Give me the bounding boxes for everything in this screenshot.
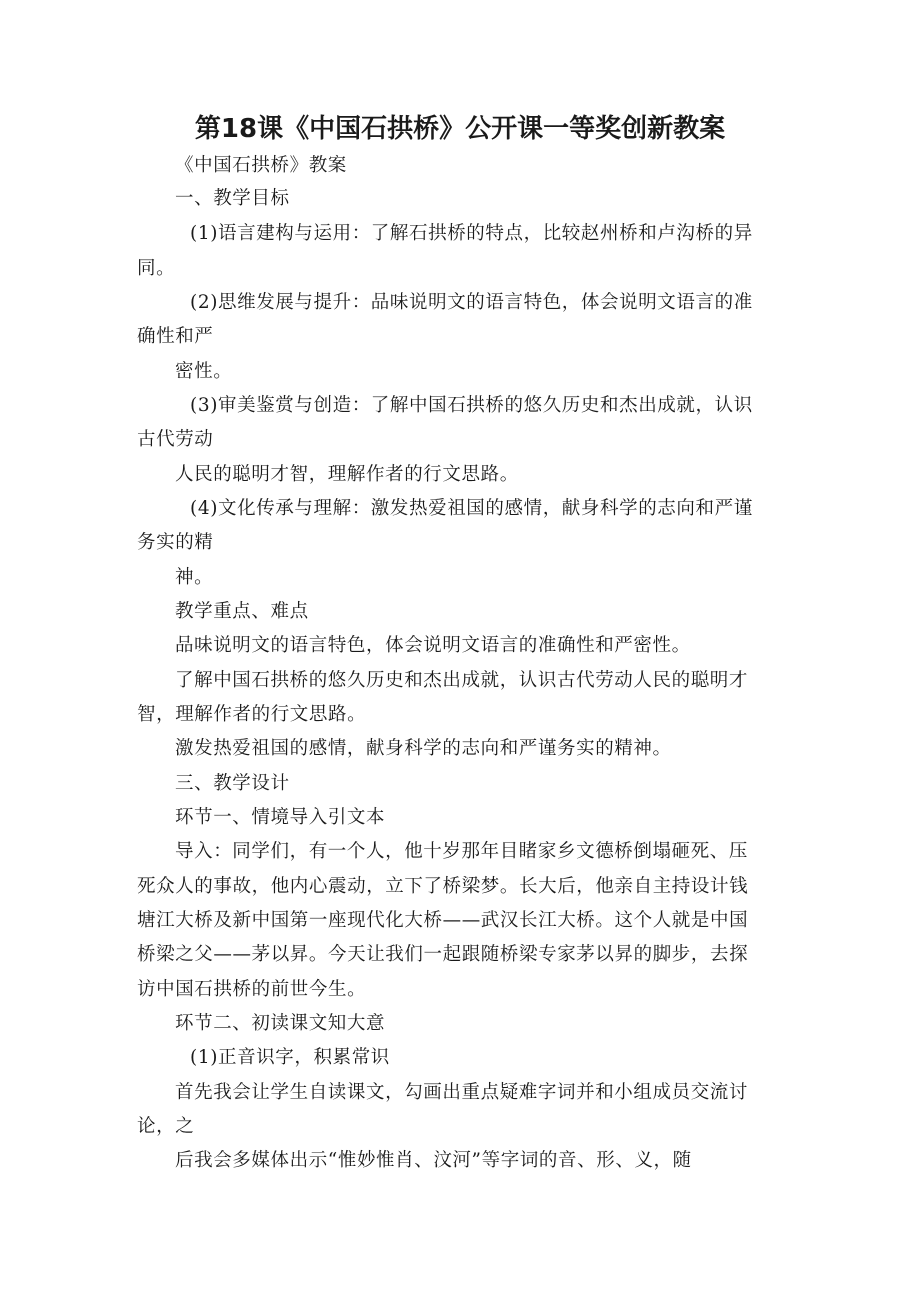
paragraph-line: 塘江大桥及新中国第一座现代化大桥——武汉长江大桥。这个人就是中国 <box>137 910 749 931</box>
paragraph-line: 同。 <box>137 258 176 279</box>
paragraph-line: 务实的精 <box>137 532 214 553</box>
paragraph-line: 了解中国石拱桥的悠久历史和杰出成就，认识古代劳动人民的聪明才 <box>175 670 749 691</box>
paragraph-line: 古代劳动 <box>137 429 214 450</box>
subsection-heading: 环节二、初读课文知大意 <box>175 1013 386 1034</box>
paragraph-line: 密性。 <box>175 361 233 382</box>
document-title: 第18课《中国石拱桥》公开课一等奖创新教案 <box>194 114 726 144</box>
subsection-heading: 环节一、情境导入引文本 <box>175 807 386 828</box>
paragraph-line: 论，之 <box>137 1116 195 1137</box>
paragraph-line: (1)正音识字，积累常识 <box>190 1047 390 1068</box>
paragraph-line: 品味说明文的语言特色，体会说明文语言的准确性和严密性。 <box>175 635 691 656</box>
paragraph-line: 神。 <box>175 567 214 588</box>
paragraph-line: (3)审美鉴赏与创造：了解中国石拱桥的悠久历史和杰出成就，认识 <box>190 395 753 416</box>
paragraph-line: 桥梁之父——茅以昇。今天让我们一起跟随桥梁专家茅以昇的脚步，去探 <box>137 944 749 965</box>
paragraph-line: 首先我会让学生自读课文，勾画出重点疑难字词并和小组成员交流讨 <box>175 1082 749 1103</box>
paragraph-line: 智，理解作者的行文思路。 <box>137 704 367 725</box>
section-heading: 一、教学目标 <box>175 188 290 209</box>
paragraph-line: 导入：同学们，有一个人，他十岁那年目睹家乡文德桥倒塌砸死、压 <box>175 841 749 862</box>
paragraph-line: 激发热爱祖国的感情，献身科学的志向和严谨务实的精神。 <box>175 738 672 759</box>
paragraph-line: (4)文化传承与理解：激发热爱祖国的感情，献身科学的志向和严谨 <box>190 498 753 519</box>
doc-subtitle: 《中国石拱桥》教案 <box>175 155 347 176</box>
paragraph-line: 后我会多媒体出示“惟妙惟肖、汶河”等字词的音、形、义，随 <box>175 1150 692 1171</box>
paragraph-line: 人民的聪明才智，理解作者的行文思路。 <box>175 464 519 485</box>
paragraph-line: (1)语言建构与运用：了解石拱桥的特点，比较赵州桥和卢沟桥的异 <box>190 223 753 244</box>
paragraph-line: (2)思维发展与提升：品味说明文的语言特色，体会说明文语言的准 <box>190 292 753 313</box>
section-heading: 三、教学设计 <box>175 773 290 794</box>
section-heading: 教学重点、难点 <box>175 601 309 622</box>
paragraph-line: 确性和严 <box>137 326 214 347</box>
paragraph-line: 死众人的事故，他内心震动，立下了桥梁梦。长大后，他亲自主持设计钱 <box>137 876 749 897</box>
paragraph-line: 访中国石拱桥的前世今生。 <box>137 979 367 1000</box>
